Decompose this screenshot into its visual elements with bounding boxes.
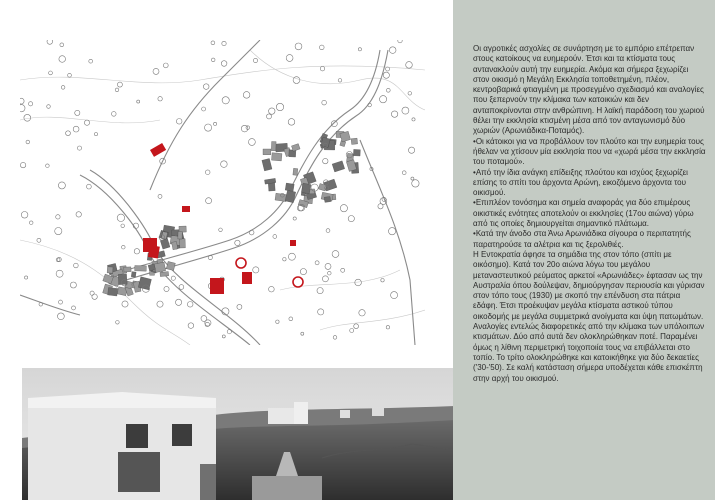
bullet-paragraph: • Επιπλέον τονόσημα και σημεία αναφοράς για δύο επιμέρους οικιστικές ενότητες αποτελούν οι εκκλησίες (17ου αιώνα) γύρω από τις οποίες δημιουργείται σημαντικό πλάτωμα. [473, 198, 706, 229]
tree-symbol-icon [315, 261, 319, 265]
tree-symbol-icon [398, 40, 402, 43]
tree-symbol-icon [153, 68, 159, 74]
tree-symbol-icon [221, 161, 228, 168]
paragraph-intro: Οι αγροτικές ασχολίες σε συνάρτηση με το εμπόριο επέτρεπαν στους κατοίκους να ευημερούν. Έτσι και τα κτίσματα τους αντανακλούν αυτή την ευημερία. Ακόμα και σήμερα ξεχωρίζει στον οικισμό η Μεγάλη Εκκλησία τοποθετημένη, πλέον, κεντροβαρικά φτιαγμένη με προσεγμένο σχεδιασμό και αναλογίες που ξεπερνούν την κλίμακα των κατοικιών και δεν ανταποκρίνονται στην ανθρώπινη. Η λαϊκή παράδοση του χωριού θέλει την εκκλησία κτισμένη μέσα από τον ανταγωνισμό δύο χωριών (Αρωνιάδικα-Ποταμός). [473, 44, 705, 136]
tree-symbol-icon [350, 329, 354, 333]
tree-symbol-icon [158, 194, 162, 198]
tree-symbol-icon [117, 214, 124, 221]
tree-symbol-icon [386, 88, 390, 92]
tree-symbol-icon [92, 294, 97, 299]
tree-symbol-icon [243, 92, 250, 99]
church-marker-icon [290, 240, 296, 246]
tree-symbol-icon [116, 321, 120, 325]
building-footprint [324, 196, 330, 202]
tree-symbol-icon [288, 253, 295, 260]
tree-symbol-icon [300, 269, 306, 275]
bullet-paragraph: • Από την ίδια ανάγκη επίδειξης πλούτου και ισχύος ξεχωρίζει επίσης το σπίτι του άρχοντα Αρώνη, εικοζόμενο άρχοντα του οικισμού. [473, 168, 706, 199]
tree-symbol-icon [122, 301, 128, 307]
tree-symbol-icon [201, 316, 207, 322]
tree-symbol-icon [188, 323, 194, 329]
tree-symbol-icon [267, 114, 272, 119]
tree-symbol-icon [411, 177, 414, 180]
tree-symbol-icon [320, 45, 325, 50]
tree-symbol-icon [74, 263, 79, 268]
bullet-paragraph: • Οι κάτοικοι για να προβάλλουν τον πλούτο και την ευημερία τους ήθελαν να χτίσουν μία εκκλησία που να «χωρά μέσα την εκκλησία του ποταμού». [473, 137, 706, 168]
church-marker-icon [182, 206, 190, 212]
tree-symbol-icon [87, 184, 92, 189]
tree-symbol-icon [77, 146, 81, 150]
building-footprint [107, 267, 113, 273]
tree-symbol-icon [386, 67, 390, 71]
tree-symbol-icon [408, 92, 412, 96]
tree-symbol-icon [333, 336, 337, 340]
tree-symbol-icon [56, 215, 60, 219]
tree-symbol-icon [283, 258, 286, 261]
tree-symbol-icon [76, 212, 81, 217]
tree-symbol-icon [289, 317, 293, 321]
tree-symbol-icon [391, 111, 397, 117]
building-footprint [154, 262, 166, 272]
building-footprint [351, 138, 358, 144]
tree-symbol-icon [24, 114, 31, 121]
tree-symbol-icon [75, 110, 80, 115]
building-footprint [178, 231, 182, 239]
village-photo [22, 368, 455, 500]
tree-symbol-icon [176, 299, 182, 305]
tree-symbol-icon [158, 97, 162, 101]
church-marker-icon [148, 245, 160, 259]
tree-symbol-icon [380, 96, 387, 103]
tree-symbol-icon [211, 58, 215, 62]
tree-symbol-icon [187, 302, 193, 308]
tree-symbol-icon [55, 228, 62, 235]
paragraph-history: Η Εντοκρατία άφησε τα σημάδια της στον τόπο (σπίτι με οικόσημο). Κατά τον 20ο αιώνα λόγω του μεγάλου μεταναστευτικού ρεύματος αρκετοί «Αρωνιάδες» έφτασαν ως την Αυστραλία όπου δούλεψαν, δημιούργησαν περιουσία και γύρισαν στον τόπο τους (1930) με σκοπό την επένδυση στα πάτρια εδάφη. Έτσι προέκυψαν μεγάλα κτίσματα αστικού τύπου οικοδομής με μεγάλα συμμετρικά ανοίγματα και ύψη πατωμάτων. Αναλογίες εντελώς διαφορετικές από την κλίμακα των υπόλοιπων κτισμάτων. Δύο από αυτά δεν ολοκληρώθηκαν ποτέ. Παραμένει όμως η λίθινη περιμετρική τοιχοποιία τους να επιβάλλεται στο τοπίο. Το τρίτο ολοκληρώθηκε και κατοικήθηκε για δύο δεκαετίες ('30-'50). Σε καλή κατάσταση σήμερα υποδέχεται κάθε επισκέπτη στην αρχή του οικισμού. [473, 249, 705, 383]
tree-symbol-icon [273, 235, 277, 239]
tree-symbol-icon [402, 171, 406, 175]
building-footprint [108, 287, 118, 296]
church-marker-icon [236, 258, 246, 268]
tree-symbol-icon [164, 286, 169, 291]
tree-symbol-icon [47, 105, 51, 109]
tree-symbol-icon [90, 291, 94, 295]
tree-symbol-icon [358, 48, 361, 51]
tree-symbol-icon [117, 82, 122, 87]
tree-symbol-icon [66, 131, 71, 136]
tree-symbol-icon [72, 306, 76, 310]
church-marker-icon [242, 272, 252, 284]
tree-symbol-icon [208, 255, 212, 259]
tree-symbol-icon [409, 147, 415, 153]
tree-symbol-icon [326, 229, 330, 233]
tree-symbol-icon [389, 228, 396, 235]
tree-symbol-icon [171, 276, 175, 280]
building-footprints [103, 131, 361, 296]
tree-symbol-icon [163, 63, 168, 68]
tree-symbol-icon [323, 158, 328, 163]
tree-symbol-icon [222, 41, 226, 45]
tree-symbol-icon [21, 212, 28, 219]
building-footprint [293, 168, 298, 175]
tree-symbol-icon [121, 224, 125, 228]
tree-symbol-icon [318, 309, 324, 315]
tree-symbol-icon [269, 286, 275, 292]
contour-lines [20, 50, 425, 345]
building-footprint [160, 272, 169, 277]
tree-symbol-icon [253, 58, 257, 62]
building-footprint [118, 274, 127, 285]
tree-symbol-icon [58, 313, 65, 320]
tree-symbol-icon [94, 133, 97, 136]
tree-symbol-icon [354, 324, 359, 329]
tree-symbol-icon [322, 276, 328, 282]
building-footprint [166, 261, 175, 270]
tree-symbol-icon [157, 301, 163, 307]
tree-symbol-icon [115, 88, 119, 92]
tree-symbol-icon [389, 47, 396, 54]
building-footprint [353, 149, 360, 156]
tree-symbol-icon [70, 282, 76, 288]
tree-symbol-icon [49, 71, 53, 75]
tree-symbol-icon [203, 84, 209, 90]
building-footprint [285, 183, 294, 191]
tree-symbol-icon [58, 182, 65, 189]
tree-symbol-icon [37, 238, 41, 242]
tree-symbol-icon [348, 216, 354, 222]
tree-symbol-icon [89, 59, 93, 63]
village-site-map [20, 40, 425, 345]
description-text [473, 44, 706, 384]
tree-symbol-icon [84, 120, 89, 125]
tree-symbol-icon [222, 335, 225, 338]
tree-symbol-icon [320, 67, 324, 71]
tree-symbol-icon [134, 249, 139, 254]
tree-symbol-icon [68, 73, 72, 77]
tree-symbol-icon [59, 56, 66, 63]
tree-symbol-icon [205, 124, 212, 131]
landscape-photo [22, 368, 455, 500]
tree-symbols [20, 40, 419, 339]
building-footprint [263, 149, 271, 155]
site-plan-drawing [20, 40, 425, 345]
road-network [20, 40, 415, 345]
building-footprint [346, 160, 356, 172]
tree-symbol-icon [176, 119, 182, 125]
building-footprint [179, 239, 185, 248]
church-marker-icon [293, 277, 303, 287]
tree-symbol-icon [235, 240, 240, 245]
tree-symbol-icon [227, 330, 231, 334]
building-footprint [332, 161, 345, 172]
tree-symbol-icon [391, 292, 398, 299]
tree-symbol-icon [29, 221, 33, 225]
tree-symbol-icon [206, 198, 212, 204]
building-footprint [271, 153, 282, 161]
tree-symbol-icon [325, 263, 331, 269]
tree-symbol-icon [26, 140, 30, 144]
tree-symbol-icon [61, 86, 65, 90]
tree-symbol-icon [20, 162, 25, 167]
church-marker-icon [150, 143, 166, 157]
tree-symbol-icon [322, 100, 327, 105]
tree-symbol-icon [276, 103, 283, 110]
tree-symbol-icon [295, 43, 302, 50]
tree-symbol-icon [112, 112, 117, 117]
building-footprint [262, 158, 272, 170]
tree-symbol-icon [29, 102, 33, 106]
tree-symbol-icon [59, 300, 63, 304]
main-house [28, 392, 216, 500]
tree-symbol-icon [25, 276, 28, 279]
building-footprint [135, 265, 147, 271]
tree-symbol-icon [383, 72, 389, 78]
tree-symbol-icon [73, 126, 79, 132]
tree-symbol-icon [56, 270, 63, 277]
tree-symbol-icon [20, 105, 25, 112]
tree-symbol-icon [402, 107, 409, 114]
tree-symbol-icon [331, 121, 337, 127]
building-footprint [301, 183, 311, 194]
tree-symbol-icon [202, 107, 206, 111]
tree-symbol-icon [269, 108, 275, 114]
tree-symbol-icon [20, 98, 24, 104]
tree-symbol-icon [293, 77, 300, 84]
bullet-paragraph: • Κατά την άνοδο στα Άνω Αρωνιάδικα σίγουρα ο περιπατητής παρατηρούσε τα αλέτρια και τις ξερολιθιές. [473, 229, 706, 250]
tree-symbol-icon [301, 332, 304, 335]
tree-symbol-icon [46, 164, 50, 168]
tree-symbol-icon [214, 122, 217, 125]
building-footprint [271, 141, 276, 150]
tree-symbol-icon [253, 267, 259, 273]
tree-symbol-icon [332, 251, 339, 258]
tree-symbol-icon [249, 139, 256, 146]
tree-symbol-icon [406, 62, 413, 69]
tree-symbol-icon [122, 245, 126, 249]
tree-symbol-icon [386, 326, 389, 329]
tree-symbol-icon [286, 55, 293, 62]
tree-symbol-icon [276, 320, 279, 323]
tree-symbol-icon [412, 118, 415, 121]
building-footprint [291, 144, 300, 152]
church-marker-icon [210, 278, 224, 294]
tree-symbol-icon [359, 310, 365, 316]
tree-symbol-icon [341, 268, 345, 272]
tree-symbol-icon [237, 304, 242, 309]
tree-symbol-icon [340, 205, 347, 212]
tree-symbol-icon [211, 41, 215, 45]
tree-symbol-icon [137, 100, 140, 103]
building-footprint [131, 272, 136, 278]
tree-symbol-icon [221, 61, 227, 67]
tree-symbol-icon [60, 43, 64, 47]
tree-symbol-icon [293, 217, 296, 220]
tree-symbol-icon [179, 285, 184, 290]
tree-symbol-icon [381, 279, 384, 282]
tree-symbol-icon [47, 40, 53, 44]
building-footprint [124, 267, 131, 272]
tree-symbol-icon [222, 97, 229, 104]
tree-symbol-icon [412, 180, 419, 187]
tree-symbol-icon [205, 170, 210, 175]
tree-symbol-icon [288, 119, 295, 126]
tree-symbol-icon [338, 79, 342, 83]
tree-symbol-icon [328, 271, 332, 275]
tree-symbol-icon [317, 288, 323, 294]
tree-symbol-icon [219, 228, 223, 232]
highlighted-churches [143, 143, 303, 294]
text-panel [453, 0, 715, 500]
